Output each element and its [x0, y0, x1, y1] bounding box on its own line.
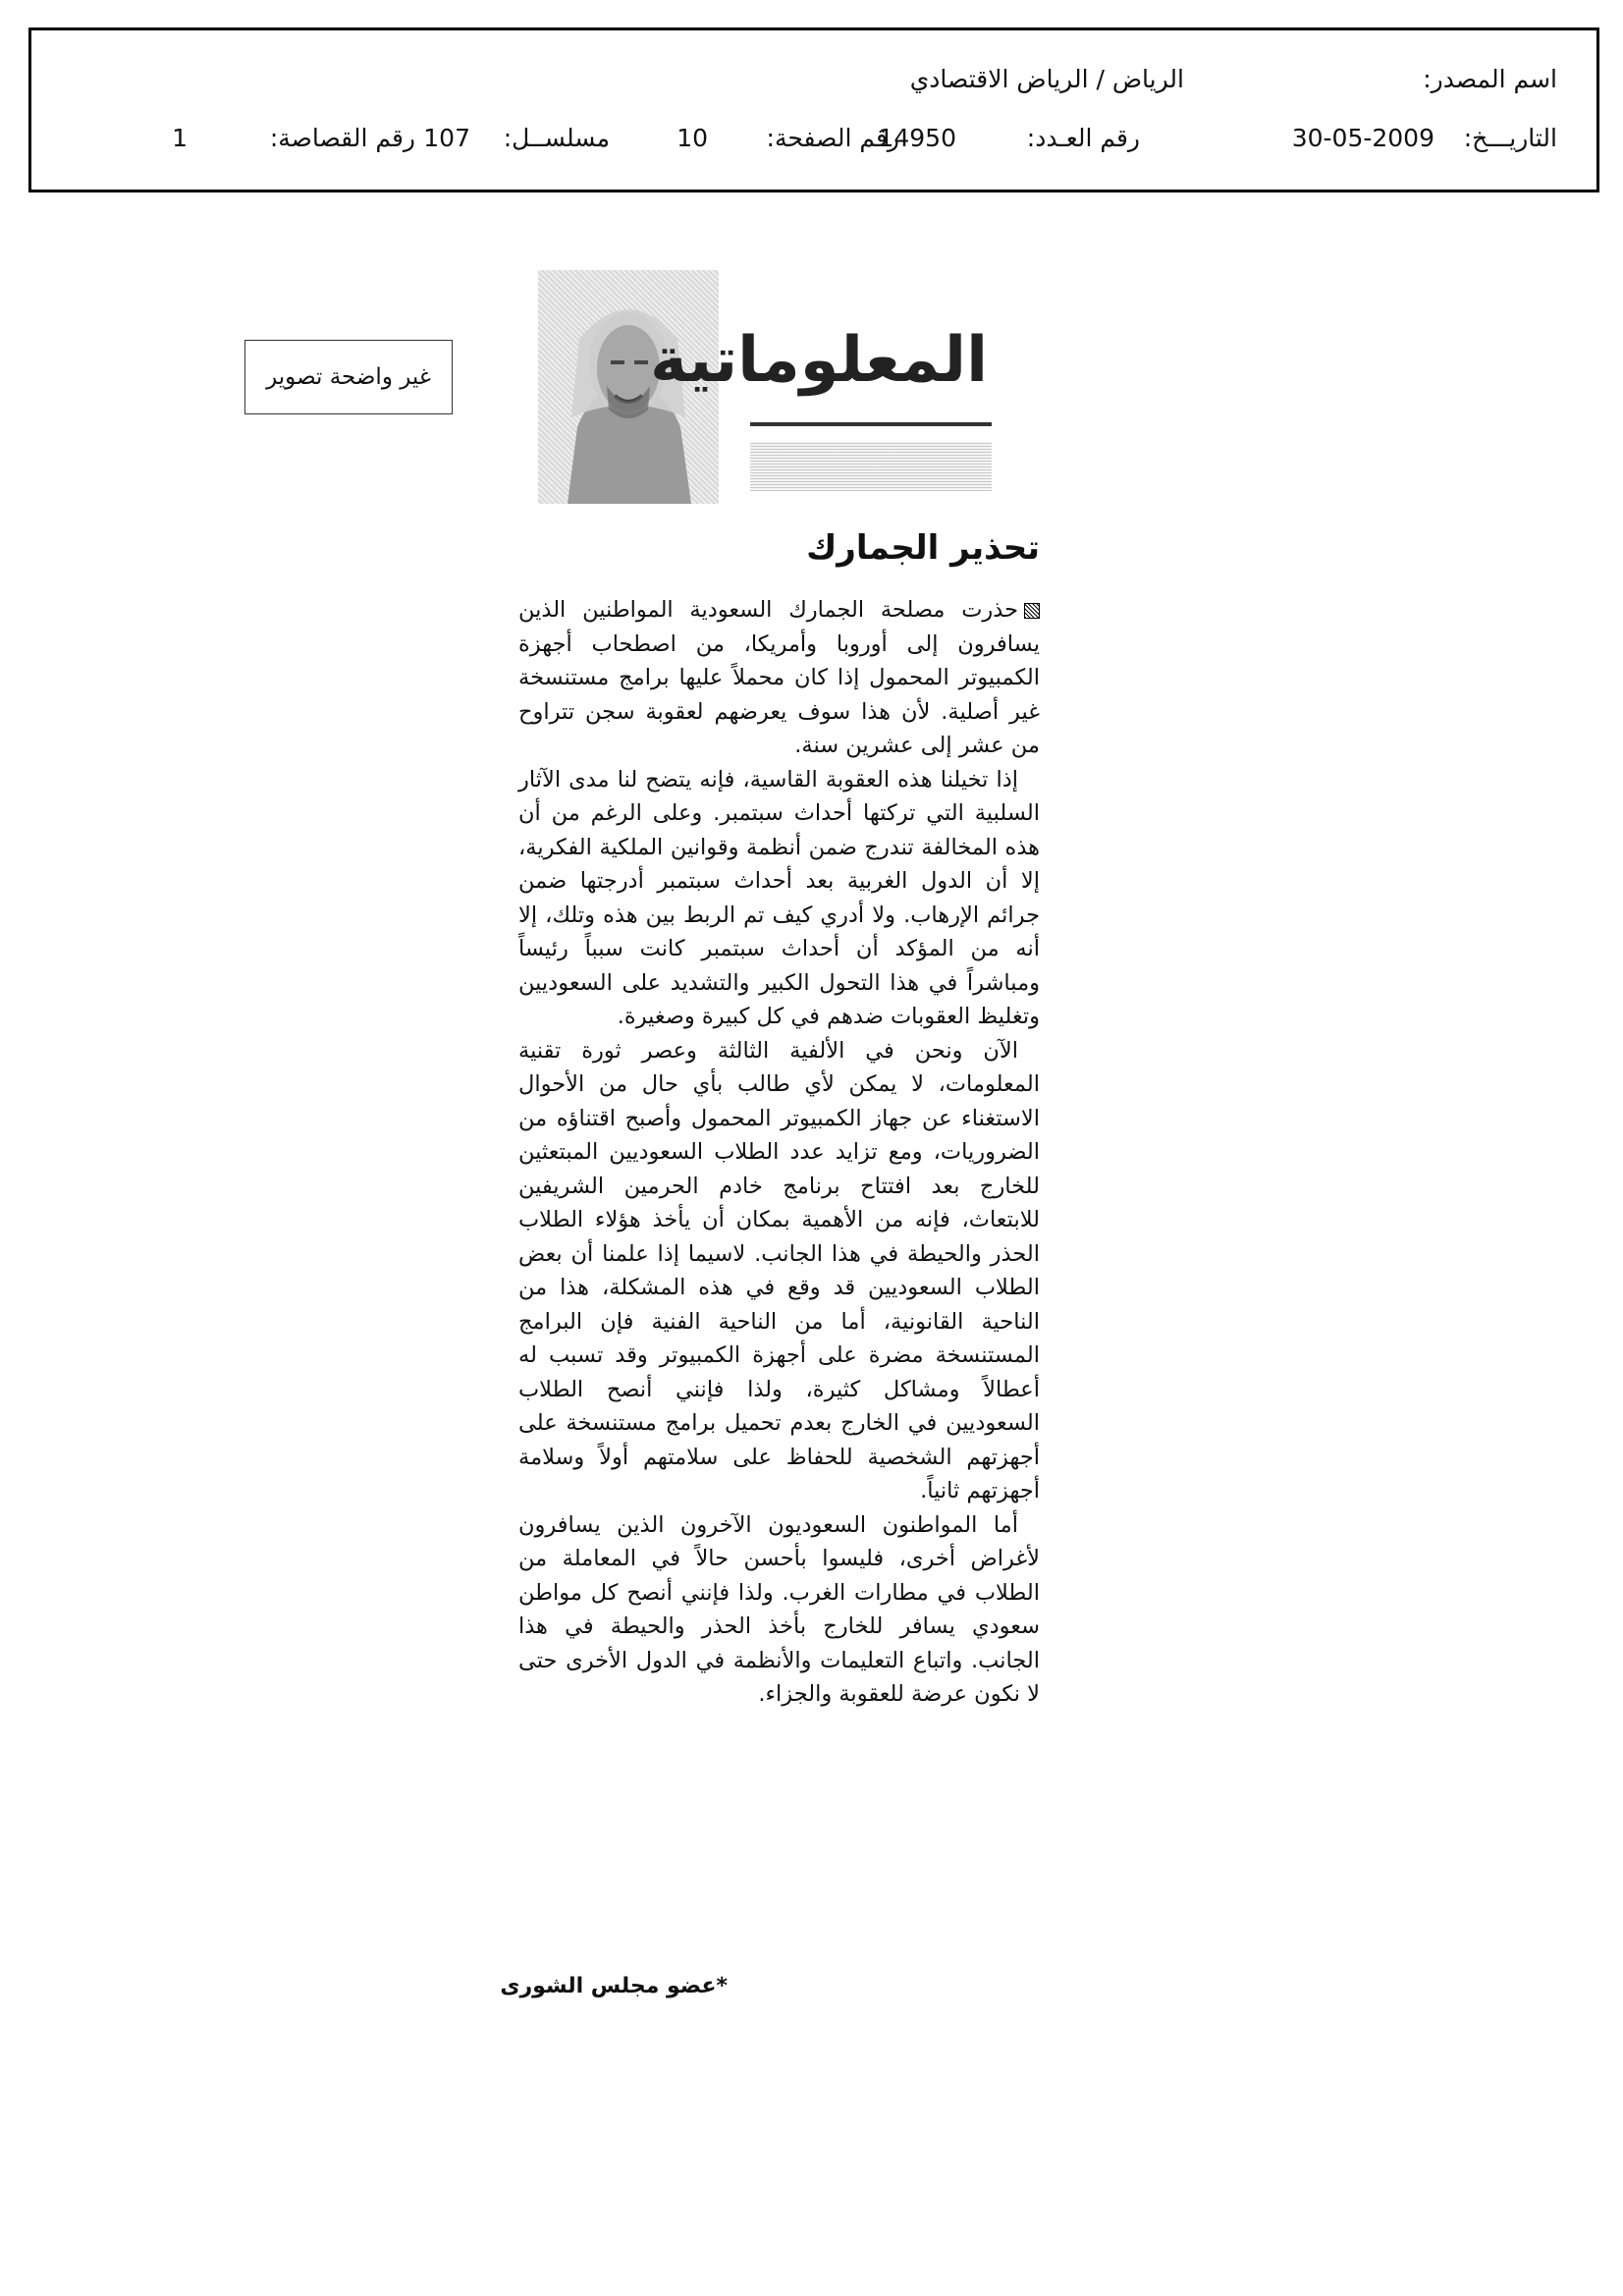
- source-label: اسم المصدر:: [1423, 65, 1557, 93]
- article-paragraph: [518, 593, 1040, 763]
- article-paragraph: إذا تخيلنا هذه العقوبة القاسية، فإنه يتضح لنا مدى الآثار السلبية التي تركتها أحداث سبتمبر. وعلى الرغم من أن هذه المخالفة تندرج ضمن أنظمة وقوانين الملكية الفكرية، إلا أن الدول الغربية بعد أحداث سبتمبر أدرجتها ضمن جرائم الإرهاب. ولا أدري كيف تم الربط بين هذه وتلك، إلا أنه من المؤكد أن أحداث سبتمبر كانت سبباً رئيساً ومباشراً في هذا التحول الكبير والتشديد على السعوديين وتغليظ العقوبات ضدهم في كل كبيرة وصغيرة.: [518, 766, 1040, 1029]
- article-body: [518, 593, 1040, 1712]
- quality-stamp: غير واضحة تصوير: [244, 340, 453, 414]
- article-paragraph: أما المواطنون السعوديون الآخرون الذين يسافرون لأغراض أخرى، فليسوا بأحسن حالاً في المعاملة من الطلاب في مطارات الغرب. ولذا فإنني أنصح كل مواطن سعودي يسافر للخارج بأخذ الحذر والحيطة في هذا الجانب. واتباع التعليمات والأنظمة في الدول الأخرى حتى لا نكون عرضة للعقوبة والجزاء.: [518, 1511, 1040, 1707]
- clipping-header: [28, 27, 1599, 192]
- logo-divider: [750, 422, 992, 426]
- column-logo: المعلوماتية: [650, 324, 988, 397]
- issue-value: 14950: [878, 124, 956, 152]
- page-label: رقم الصفحة:: [766, 124, 899, 152]
- column-header: [538, 270, 1039, 506]
- author-signature: *عضو مجلس الشورى: [500, 1974, 728, 1998]
- clip-value: 1: [172, 124, 188, 152]
- issue-label: رقم العـدد:: [1026, 124, 1140, 152]
- square-bullet-icon: [1024, 603, 1040, 619]
- source-row: [31, 60, 1596, 99]
- date-label: التاريـــخ:: [1463, 124, 1557, 152]
- logo-subtitle-band: [750, 442, 992, 491]
- clip-label: رقم القصاصة:: [269, 124, 415, 152]
- paragraph-text: حذرت مصلحة الجمارك السعودية المواطنين الذين يسافرون إلى أوروبا وأمريكا، من اصطحاب أجهزة الكمبيوتر المحمول إذا كان محملاً عليها برامج مستنسخة غير أصلية. لأن هذا سوف يعرضهم لعقوبة سجن تتراوح من عشر إلى عشرين سنة.: [518, 597, 1040, 758]
- serial-value: 107: [423, 124, 470, 152]
- date-value: 30-05-2009: [1291, 124, 1434, 152]
- serial-label: مسلســل:: [503, 124, 610, 152]
- details-row: [31, 119, 1596, 158]
- article-title: تحذير الجمارك: [806, 528, 1040, 568]
- article-paragraph: الآن ونحن في الألفية الثالثة وعصر ثورة تقنية المعلومات، لا يمكن لأي طالب بأي حال من الأحوال الاستغناء عن جهاز الكمبيوتر المحمول وأصبح اقتناؤه من الضروريات، ومع تزايد عدد الطلاب السعوديين المبتعثين للخارج بعد افتتاح برنامج خادم الحرمين الشريفين للابتعاث، فإنه من الأهمية بمكان أن يأخذ هؤلاء الطلاب الحذر والحيطة في هذا الجانب. لاسيما إذا علمنا أن بعض الطلاب السعوديين قد وقع في هذه المشكلة، هذا من الناحية القانونية، أما من الناحية الفنية فإن البرامج المستنسخة مضرة على أجهزة الكمبيوتر وقد تسبب له أعطالاً ومشاكل كثيرة، ولذا فإنني أنصح الطلاب السعوديين في الخارج بعدم تحميل برامج مستنسخة على أجهزتهم الشخصية للحفاظ على سلامتهم أولاً وسلامة أجهزتهم ثانياً.: [518, 1037, 1040, 1503]
- page-value: 10: [676, 124, 708, 152]
- source-value: الرياض / الرياض الاقتصادي: [909, 65, 1184, 93]
